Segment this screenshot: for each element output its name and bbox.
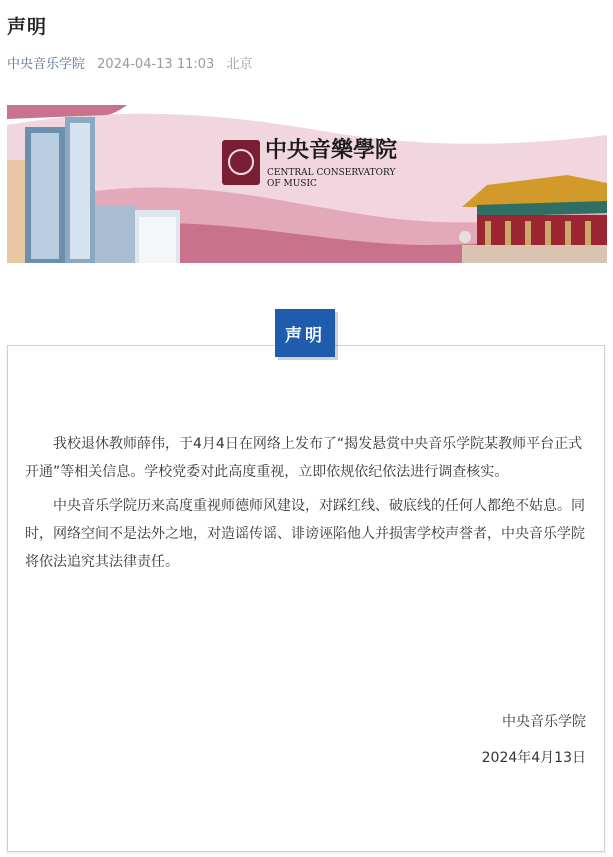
article-meta [7, 53, 252, 72]
banner-illustration [7, 105, 607, 263]
statement-paragraph: 中央音乐学院历来高度重视师德师风建设，对踩红线、破底线的任何人都绝不姑息。同时，网络空间不是法外之地，对造谣传谣、诽谤诬陷他人并损害学校声誉者，中央音乐学院将依法追究其法律责任。 [25, 498, 585, 570]
publish-time: 2024-04-13 11:03 [97, 57, 215, 72]
publish-location: 北京 [226, 57, 253, 72]
banner-logo-en-2: OF MUSIC [267, 179, 317, 189]
banner-logo-en-1: CENTRAL CONSERVATORY [267, 168, 396, 178]
header-banner-image [7, 105, 607, 263]
statement-card [7, 345, 605, 852]
statement-heading: 声明 [275, 309, 335, 357]
signature-date: 2024年4月13日 [481, 750, 586, 766]
statement-body [25, 430, 587, 582]
banner-logo-cn: 中央音樂學院 [265, 137, 398, 163]
article-title: 声明 [7, 16, 48, 38]
statement-paragraph: 我校退休教师薛伟，于4月4日在网络上发布了“揭发悬赏中央音乐学院某教师平台正式开通”等相关信息。学校党委对此高度重视，立即依规依纪依法进行调查核实。 [25, 436, 583, 480]
account-name-link[interactable]: 中央音乐学院 [7, 57, 86, 72]
signature-organization: 中央音乐学院 [502, 714, 586, 730]
